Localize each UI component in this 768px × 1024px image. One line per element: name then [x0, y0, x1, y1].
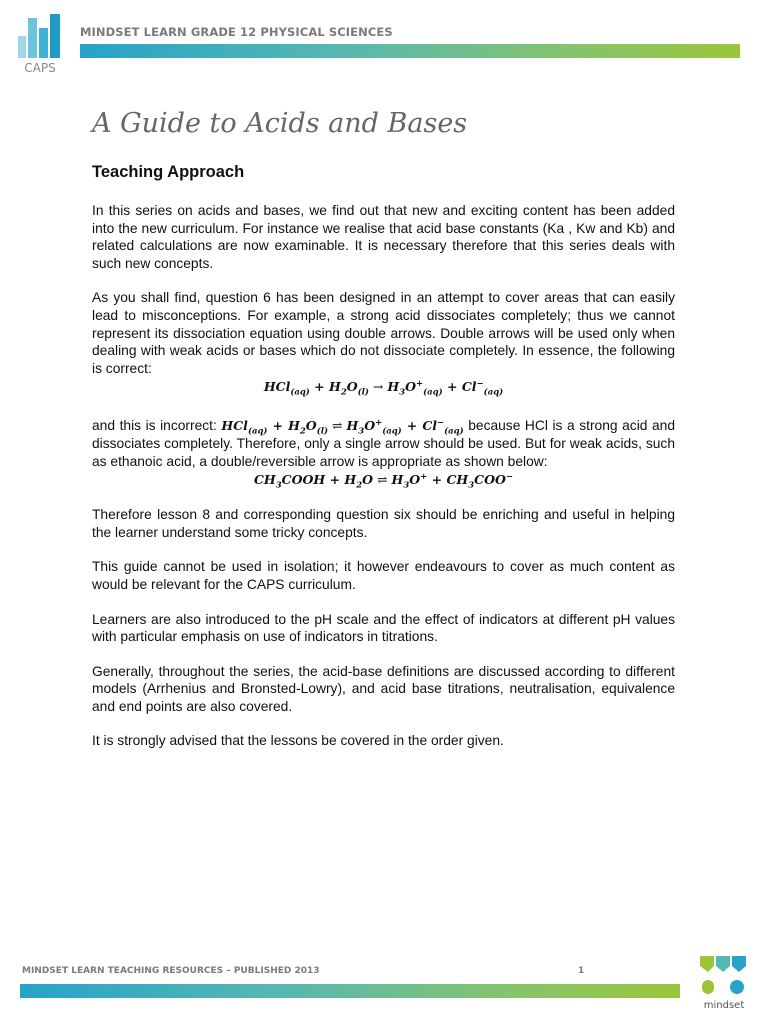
paragraph-incorrect-example: and this is incorrect: $HCl_{(aq)} + H_2O_{(l)}$ ⇌ $H_3O^+_{(aq)} + Cl^-_{(aq)}$ because HCl is a strong acid and dissociates completely. Therefore, only a single arrow should be used. But for weak acids, such as ethanoic acid, a double/reversible arrow is appropriate as shown below: [92, 418, 675, 469]
mindset-logo-text: mindset [703, 1000, 745, 1011]
equation-incorrect: $HCl_{(aq)} + H_2O_{(l)}$ ⇌ $H_3O^+_{(aq)} + Cl^-_{(aq)}$ [221, 418, 464, 437]
document-title: A Guide to Acids and Bases [92, 108, 468, 139]
equation-correct: $HCl_{(aq)} + H_2O_{(l)} \to H_3O^+_{(aq)} + Cl^-_{(aq)}$ [263, 379, 504, 398]
double-arrow: ⇌ [331, 418, 343, 434]
paragraph-misconceptions: As you shall find, question 6 has been designed in an attempt to cover areas that can easily lead to misconceptions. For example, a strong acid dissociates completely; thus we cannot represent its dissociation equation using double arrows. Double arrows will be used only when dealing with weak acids or bases which do not dissociate completely. In essence, the following is correct: [92, 290, 675, 376]
paragraph-intro: In this series on acids and bases, we find out that new and exciting content has been added into the new curriculum. For instance we realise that acid base constants (Ka , Kw and Kb) and related calculations are now examinable. It is necessary therefore that this series deals with such new concepts. [92, 203, 675, 271]
footer-gradient-bar [20, 984, 680, 998]
paragraph-order-advice: It is strongly advised that the lessons be covered in the order given. [92, 733, 504, 749]
mindset-logo [696, 950, 752, 1012]
footer-label: MINDSET LEARN TEACHING RESOURCES – PUBLISHED 2013 [22, 966, 320, 976]
single-arrow: → [372, 379, 384, 395]
header-gradient-bar [80, 44, 740, 58]
document-body [92, 108, 675, 767]
paragraph-isolation: This guide cannot be used in isolation; it however endeavours to cover as much content as would be relevant for the CAPS curriculum. [92, 559, 675, 592]
caps-logo [16, 14, 64, 76]
header-label: MINDSET LEARN GRADE 12 PHYSICAL SCIENCES [80, 25, 393, 39]
equation-ethanoic-acid: $CH_3COOH + H_2O$ ⇌ $H_3O^+ + CH_3COO^-$ [253, 471, 513, 491]
paragraph-definitions: Generally, throughout the series, the acid-base definitions are discussed according to different models (Arrhenius and Bronsted-Lowry), and acid base titrations, neutralisation, equivalence and end points are also covered. [92, 663, 675, 714]
caps-logo-text: CAPS [24, 61, 56, 75]
page-number: 1 [578, 966, 585, 976]
paragraph-ph-scale: Learners are also introduced to the pH scale and the effect of indicators at different pH values with particular emphasis on use of indicators in titrations. [92, 611, 675, 645]
paragraph-lesson-8: Therefore lesson 8 and corresponding question six should be enriching and useful in helping the learner understand some tricky concepts. [92, 507, 675, 540]
section-heading: Teaching Approach [92, 163, 245, 181]
double-arrow: ⇌ [377, 472, 388, 488]
